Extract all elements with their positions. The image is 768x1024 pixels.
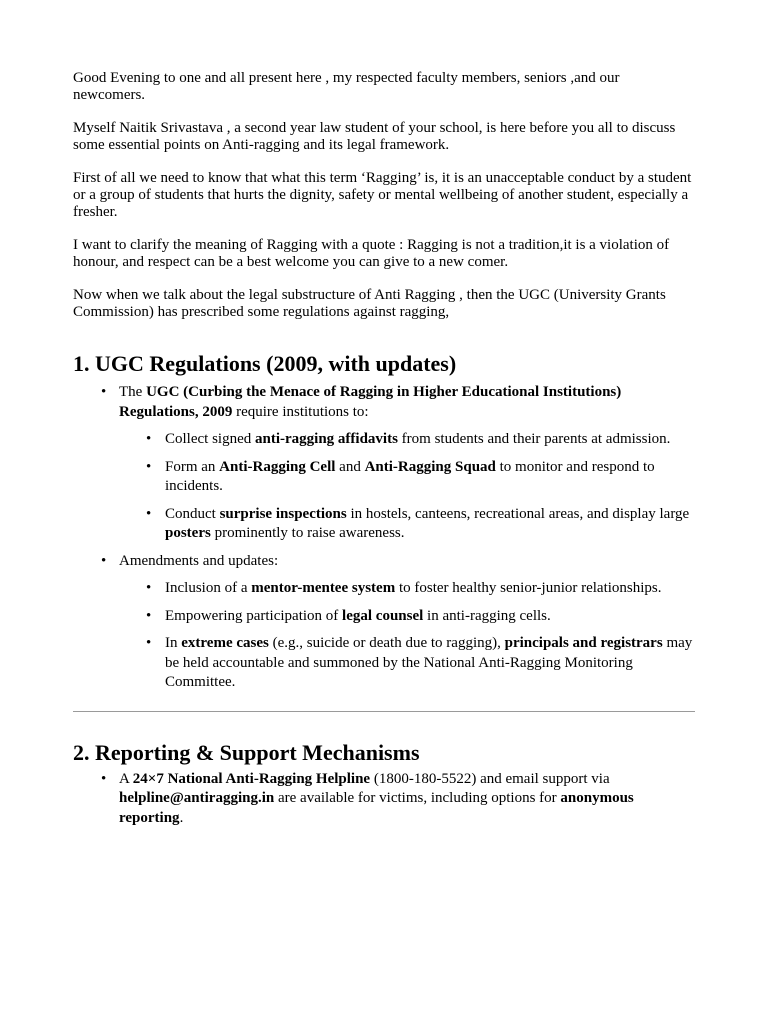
bullet-icon: • (101, 384, 107, 400)
list-item: • Empowering participation of legal counsel in anti-ragging cells. (73, 607, 695, 627)
section-1-sublist-2 (73, 579, 695, 693)
list-item: • A 24×7 National Anti-Ragging Helpline (1800-180-5522) and email support via helpline@antiragging.in are available for victims, including options for anonymous reporting. (101, 770, 634, 826)
intro-paragraph-4: I want to clarify the meaning of Ragging with a quote : Ragging is not a tradition,it is a violation of honour, and respect can be a best welcome you can give to a new comer. (73, 237, 670, 270)
helpline-email: helpline@antiragging.in (119, 790, 275, 806)
bullet-icon: • (146, 458, 152, 475)
section-1-list (73, 383, 695, 422)
bullet-icon: • (146, 505, 152, 522)
bullet-icon: • (146, 635, 152, 651)
bullet-icon: • (146, 607, 152, 624)
intro-paragraph-3: First of all we need to know that what this term ‘Ragging’ is, it is an unacceptable conduct by a student or a group of students that hurts the dignity, safety or mental wellbeing of another student, especially a fresher. (73, 170, 692, 220)
intro-paragraph-5: Now when we talk about the legal substructure of Anti Ragging , then the UGC (University Grants Commission) has prescribed some regulations against ragging, (73, 287, 666, 320)
section-2-list (73, 770, 695, 829)
section-1-sublist-1 (73, 430, 695, 544)
section-1-heading: 1. UGC Regulations (2009, with updates) (73, 351, 457, 376)
section-2-heading: 2. Reporting & Support Mechanisms (73, 739, 420, 765)
list-item: • In extreme cases (e.g., suicide or death due to ragging), principals and registrars may be held accountable and summoned by the National Anti-Ragging Monitoring Committee. (146, 635, 693, 690)
list-item: • Form an Anti-Ragging Cell and Anti-Ragging Squad to monitor and respond to incidents. (146, 458, 655, 494)
intro-paragraph-1: Good Evening to one and all present here , my respected faculty members, seniors ,and our newcomers. (73, 70, 620, 103)
bullet-icon: • (101, 552, 107, 569)
list-item: • Conduct surprise inspections in hostels, canteens, recreational areas, and display large posters prominently to raise awareness. (146, 505, 690, 541)
intro-paragraph-2: Myself Naitik Srivastava , a second year law student of your school, is here before you all to discuss some essential points on Anti-ragging and its legal framework. (73, 120, 676, 153)
list-item: • Collect signed anti-ragging affidavits from students and their parents at admission. (73, 430, 695, 450)
list-item: • The UGC (Curbing the Menace of Ragging in Higher Educational Institutions) Regulations, 2009 require institutions to: (101, 384, 622, 420)
bullet-icon: • (146, 431, 152, 447)
list-item: • Amendments and updates: (73, 552, 695, 572)
section-1-list-2 (73, 552, 695, 572)
bullet-icon: • (101, 770, 107, 787)
list-item: • Inclusion of a mentor-mentee system to foster healthy senior-junior relationships. (73, 579, 695, 599)
bullet-icon: • (146, 580, 152, 596)
